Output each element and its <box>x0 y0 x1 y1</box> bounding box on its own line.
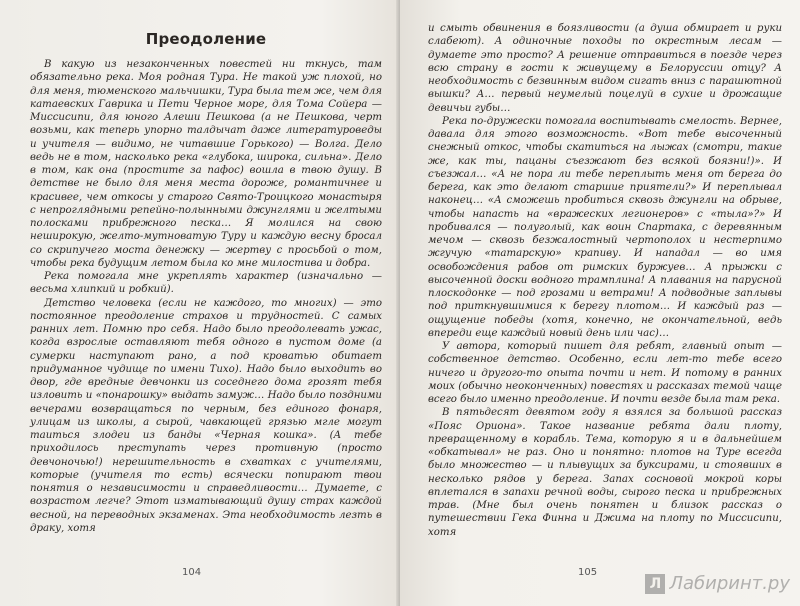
paragraph: и смыть обвинения в боязливости (а душа обмирает и руки слабеют). А одиночные походы по окрестным лесам — думаете это просто? А решение отправиться в поезде через всю страну в гости к живущему в Белоруссии отцу? А необходимость с безвинным видом сигать вниз с парашютной вышки? А… первый неумелый поцелуй в сухие и дрожащие девичьи губы… <box>428 23 782 114</box>
left-page-text <box>30 58 382 535</box>
paragraph: Река по-дружески помогала воспитывать смелость. Вернее, давала для этого возможность. «Вот тебе высоченный снежный откос, чтобы скатиться на лыжах (смотри, такие же, как ты, пацаны съезжают без всякой боязни!)». И съезжал… «А не пора ли тебе переплыть меня от берега до берега, как это делают старшие приятели?» И переплывал наконец… «А сможешь пробиться сквозь джунгли на обрыве, чтобы напасть на «вражеских легионеров» с «тыла»?» И пробивался — полуголый, как воин Спартака, с деревянным мечом — сквозь безжалостный чертополох и нестерпимо жгучую «татарскую» крапиву. И нападал — во имя освобождения рабов от римских буржуев… А прыжки с высоченной доски водного трамплина! А плавания на парусной плоскодонке — под грозами и ветрами! А подводные заплывы под приткнувшимися к берегу плотом… И каждый раз — ощущение победы (хотя, конечно, не окончательной, ведь впереди еще каждый новый день или час)… <box>428 115 782 339</box>
paragraph: В какую из незаконченных повестей ни ткнусь, там обязательно река. Моя родная Тура. Не такой уж плохой, но для меня, тюменского мальчишки, Тура была тем же, чем для катаевских Гаврика и Пети Черное море, для Тома Сойера — Миссисипи, для юного Алеши Пешкова (а не Пешкова, черт возьми, как теперь упорно талдычат даже литературоведы и учителя — видимо, не читавшие Горького) — Волга. Дело ведь не в том, насколько река «глубока, широка, сильна». Дело в том, как она (простите за пафос) вошла в твою душу. В детстве не было для меня места дороже, романтичнее и красивее, чем откосы у старого Свято-Троицкого монастыря с непроглядными репейно-полынными джунглями и желтыми полосками прибрежного песка… Я молился на свою неширокую, желто-мутноватую Туру и каждую весну бросал со скрипучего моста денежку — жертву с просьбой о том, чтобы река будущим летом была ко мне милостива и добра. <box>30 59 382 269</box>
paragraph: У автора, который пишет для ребят, главный опыт — собственное детство. Особенно, если лет-то тебе всего ничего и другого-то опыта почти и нет. И потому в ранних моих (обычно неоконченных) повестях и рассказах темой чаще всего было именно преодоление. И почти везде была там река. <box>428 341 782 405</box>
watermark-text: Лабиринт.ру <box>669 573 790 594</box>
labirint-logo-icon: Л <box>645 574 665 594</box>
paragraph: Река помогала мне укреплять характер (изначально — весьма хлипкий и робкий). <box>30 271 382 296</box>
paragraph: Детство человека (если не каждого, то многих) — это постоянное преодоление страхов и трудностей. С самых ранних лет. Помню про себя. Надо было преодолевать ужас, когда взрослые оставляют тебя одного в пустом доме (а сумерки наступают рано, а под кроватью обитает придуманное чудище по имени Тихо). Надо было выходить во двор, где вредные девчонки из соседнего дома грозят тебя изловить и «понарошку» выдать замуж… Надо было поздними вечерами возвращаться по черным, без единого фонаря, улицам из школы, а сырой, чавкающей грязью мгле могут таиться злодеи из банды «Черная кошка». (А тебе приходилось преступать через противную (просто девчоночью!) нерешительность в схватках с учителями, которые (учителя то есть) всячески попирают твои понятия о независимости и справедливости… Думаете, с возрастом легче? Этот изматывающий душу страх каждой весной, на переводных экзаменах. Эта необходимость лезть в драку, хотя <box>30 297 382 534</box>
right-page-text <box>428 22 782 539</box>
page-number-right: 105 <box>578 567 598 578</box>
chapter-heading: Преодоление <box>145 30 267 48</box>
labirint-watermark <box>645 573 790 594</box>
paragraph: В пятьдесят девятом году я взялся за большой рассказ «Пояс Ориона». Такое название ребята дали плоту, превращенному в корабль. Тема, которую я и в дальнейшем «обкатывал» не раз. Оно и понятно: плотов на Туре всегда было множество — и плывущих за буксирами, и стоявших в несколько рядов у берега. Запах сосновой мокрой коры вплетался в запахи речной воды, сырого песка и прибрежных трав. (Мне был очень понятен и близок рассказ о путешествии Гека Финна и Джима на плоту по Миссисипи, хотя <box>428 407 782 538</box>
page-number-left: 104 <box>182 567 202 578</box>
right-page <box>400 0 800 606</box>
